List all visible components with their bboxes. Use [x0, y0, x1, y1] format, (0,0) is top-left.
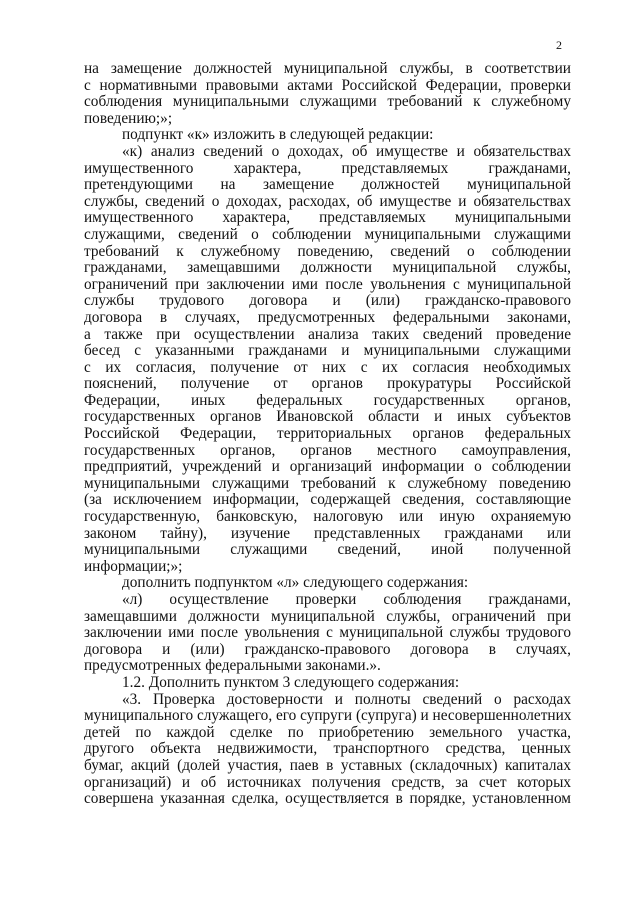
- text-line: имущественного характера, представляемых муниципальными: [84, 209, 571, 227]
- text-line: службы, сведений о доходах, расходах, об имуществе и обязательствах: [84, 192, 571, 210]
- text-line: совершена указанная сделка, осуществляется в порядке, установленном: [84, 790, 571, 808]
- text-line: другого объекта недвижимости, транспортного средства, ценных: [84, 740, 571, 758]
- text-line: Российской Федерации, территориальных органов федеральных: [84, 425, 571, 443]
- text-line: ограничений при заключении ими после увольнения с муниципальной: [84, 275, 571, 293]
- text-line: службы трудового договора и (или) гражданско-правового: [84, 292, 571, 310]
- text-line: «к) анализ сведений о доходах, об имуществе и обязательствах: [122, 142, 571, 160]
- text-line: государственных органов Ивановской области и иных субъектов: [84, 408, 571, 426]
- text-line: государственных органов, органов местного самоуправления,: [84, 441, 571, 459]
- text-line: замещавшими должности муниципальной службы, ограничений при: [84, 607, 571, 625]
- text-line: «л) осуществление проверки соблюдения гражданами,: [122, 591, 571, 608]
- text-line: договора и (или) гражданско-правового договора в случаях,: [84, 640, 571, 658]
- text-line: предусмотренных федеральными законами.».: [84, 657, 381, 675]
- text-line: претендующими на замещение должностей муниципальной: [84, 176, 571, 194]
- text-line: бумаг, акций (долей участия, паев в уставных (складочных) капиталах: [84, 756, 571, 774]
- text-line: подпункт «к» изложить в следующей редакции:: [122, 126, 434, 144]
- text-line: законом тайну), изучение представленных гражданами или: [84, 524, 571, 542]
- text-line: муниципального служащего, его супруги (супруга) и несовершеннолетних: [84, 707, 572, 725]
- text-line: с их согласия, получение от них с их согласия необходимых: [84, 358, 571, 376]
- text-line: а также при осуществлении анализа таких сведений проведение: [84, 325, 571, 343]
- text-line: бесед с указанными гражданами и муниципальными служащими: [84, 342, 571, 360]
- text-line: с нормативными правовыми актами Российской Федерации, проверки: [84, 76, 571, 94]
- text-line: «3. Проверка достоверности и полноты сведений о расходах: [122, 690, 571, 708]
- text-line: требований к служебному поведению, сведений о соблюдении: [84, 242, 571, 260]
- text-line: соблюдения муниципальными служащими требований к служебному: [84, 93, 571, 111]
- text-line: муниципальными служащими требований к служебному поведению: [84, 474, 571, 492]
- text-line: пояснений, получение от органов прокуратуры Российской: [84, 375, 571, 393]
- text-line: заключении ими после увольнения с муниципальной службы трудового: [84, 624, 571, 642]
- text-line: поведению;»;: [84, 109, 173, 127]
- text-line: детей по каждой сделке по приобретению земельного участка,: [84, 723, 571, 741]
- text-line: Федерации, иных федеральных государственных органов,: [84, 391, 571, 409]
- text-line: (за исключением информации, содержащей сведения, составляющие: [84, 491, 571, 509]
- text-line: информации;»;: [84, 557, 183, 575]
- text-line: государственную, банковскую, налоговую или иную охраняемую: [84, 508, 571, 526]
- text-line: муниципальными служащими сведений, иной полученной: [84, 541, 571, 559]
- text-line: служащими, сведений о соблюдении муниципальными служащими: [84, 225, 571, 243]
- text-line: дополнить подпунктом «л» следующего содержания:: [122, 574, 469, 592]
- text-line: на замещение должностей муниципальной службы, в соответствии: [84, 60, 571, 77]
- document-body: [84, 61, 571, 808]
- text-line: договора в случаях, предусмотренных федеральными законами,: [84, 308, 571, 326]
- text-line: предприятий, учреждений и организаций информации о соблюдении: [84, 458, 571, 476]
- text-line: 1.2. Дополнить пунктом 3 следующего содержания:: [122, 673, 460, 691]
- text-line: организаций) и об источниках получения средств, за счет которых: [84, 773, 571, 791]
- page-number: 2: [556, 38, 562, 52]
- text-line: имущественного характера, представляемых гражданами,: [84, 159, 571, 177]
- text-line: гражданами, замещавшими должности муниципальной службы,: [84, 259, 571, 277]
